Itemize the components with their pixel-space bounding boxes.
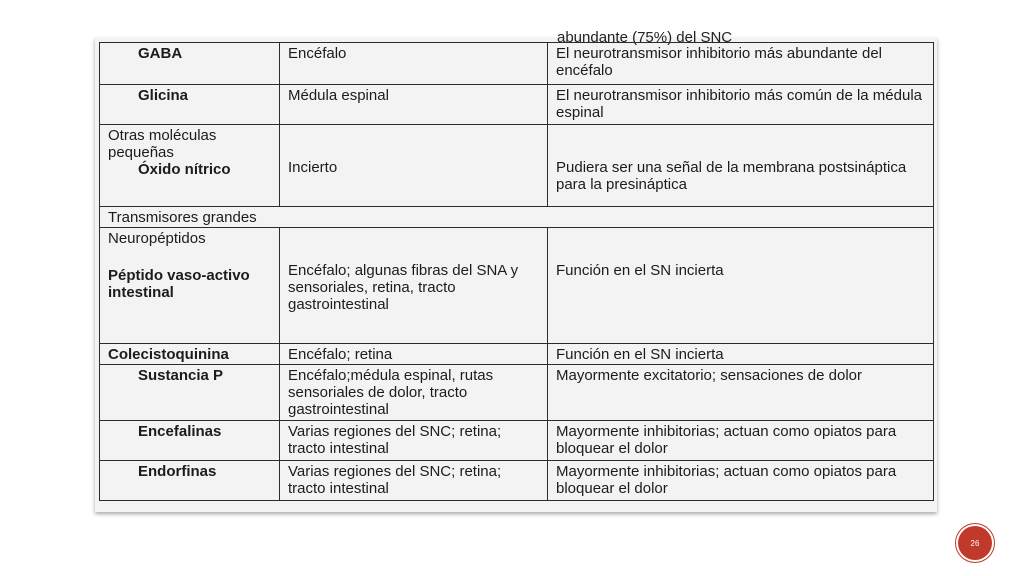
cell-name [100, 228, 280, 344]
row-name: Péptido vaso-activo intestinal [108, 267, 250, 301]
row-name: Glicina [138, 87, 189, 104]
row-name: Sustancia P [138, 367, 224, 384]
row-group: Otras moléculas pequeñas [108, 127, 217, 161]
section-heading: Transmisores grandes [100, 207, 934, 228]
cell-name [100, 461, 280, 501]
cell-location [280, 228, 548, 344]
row-name: Óxido nítrico [138, 161, 231, 178]
cell-name [100, 85, 280, 125]
cell-location: Varias regiones del SNC; retina; tracto intestinal [280, 461, 548, 501]
cell-function: Mayormente inhibitorias; actuan como opiatos para bloquear el dolor [548, 461, 934, 501]
table-row [100, 43, 934, 85]
slide-number: 26 [970, 538, 980, 548]
table-row [100, 421, 934, 461]
cell-function: Mayormente inhibitorias; actuan como opiatos para bloquear el dolor [548, 421, 934, 461]
table-image [95, 29, 937, 512]
cell-location: Varias regiones del SNC; retina; tracto intestinal [280, 421, 548, 461]
cell-location: Médula espinal [280, 85, 548, 125]
table-row [100, 344, 934, 365]
row-name: Colecistoquinina [108, 346, 229, 363]
partial-top-text: abundante (75%) del SNC [557, 29, 733, 46]
cell-function [548, 125, 934, 207]
neurotransmitter-table [99, 42, 934, 501]
section-row [100, 207, 934, 228]
cell-function: El neurotransmisor inhibitorio más abundante del encéfalo [548, 43, 934, 85]
slide-number-badge [958, 526, 992, 560]
row-name: Endorfinas [138, 463, 217, 480]
cell-function: Mayormente excitatorio; sensaciones de dolor [548, 365, 934, 421]
row-group: Neuropéptidos [108, 230, 206, 247]
table-row [100, 125, 934, 207]
cell-name [100, 125, 280, 207]
cell-location [280, 125, 548, 207]
cell-function: El neurotransmisor inhibitorio más común de la médula espinal [548, 85, 934, 125]
table-row [100, 85, 934, 125]
cell-location: Encéfalo;médula espinal, rutas sensoriales de dolor, tracto gastrointestinal [280, 365, 548, 421]
cell-name [100, 365, 280, 421]
row-name: Encefalinas [138, 423, 222, 440]
location-text: Incierto [288, 159, 338, 176]
cell-function [548, 228, 934, 344]
table-row [100, 461, 934, 501]
table-row [100, 228, 934, 344]
function-text: Función en el SN incierta [556, 262, 724, 279]
location-text: Encéfalo; algunas fibras del SNA y sensoriales, retina, tracto gastrointestinal [288, 262, 519, 313]
table-row [100, 365, 934, 421]
cell-name [100, 421, 280, 461]
cell-name [100, 43, 280, 85]
cell-function: Función en el SN incierta [548, 344, 934, 365]
row-name: GABA [138, 45, 183, 62]
cell-name [100, 344, 280, 365]
cell-location: Encéfalo; retina [280, 344, 548, 365]
cell-location: Encéfalo [280, 43, 548, 85]
function-text: Pudiera ser una señal de la membrana postsináptica para la presináptica [556, 159, 907, 193]
